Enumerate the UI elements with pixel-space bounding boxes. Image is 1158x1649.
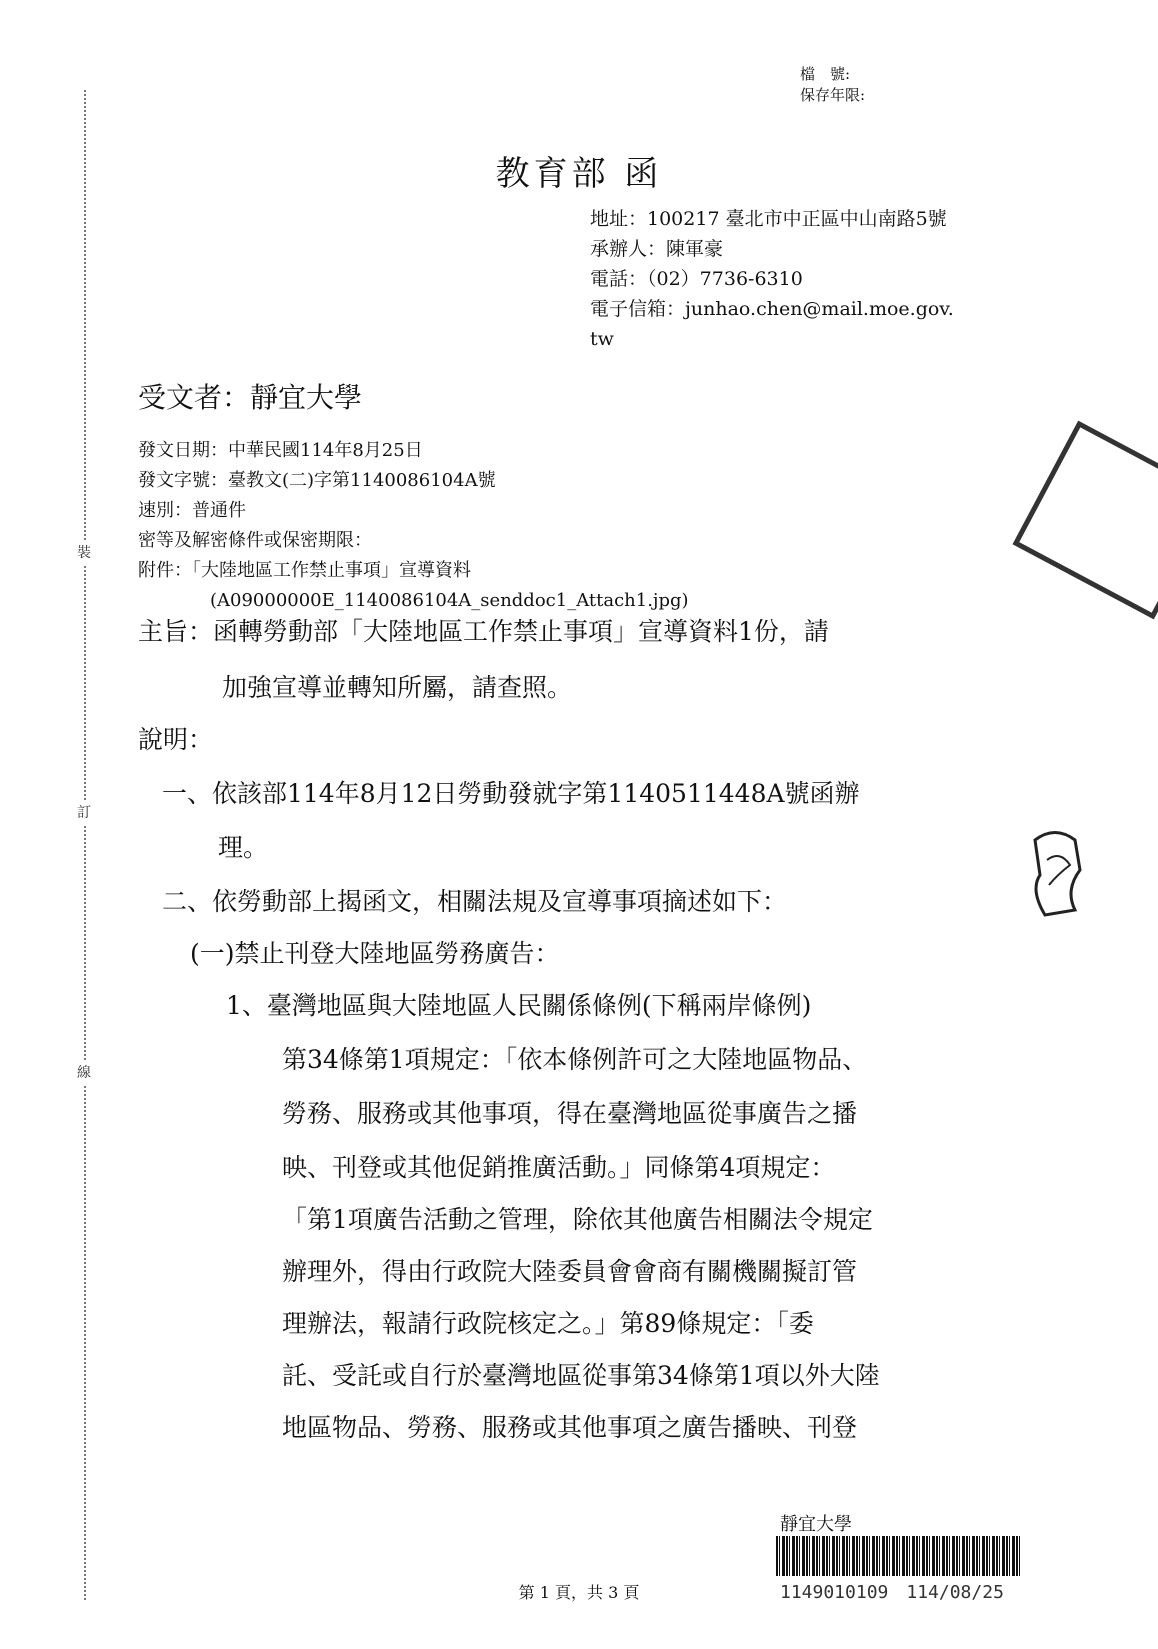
paragraph-1-line-1: 1、臺灣地區與大陸地區人民關係條例(下稱兩岸條例) [226, 991, 812, 1020]
paragraph-1-line-7: 理辦法，報請行政院核定之。」第89條規定：「委 [282, 1309, 814, 1338]
item-one-line-2: 理。 [218, 833, 269, 862]
address: 地址：100217 臺北市中正區中山南路5號 [590, 208, 947, 230]
contact-block [590, 204, 1010, 354]
barcode-image [776, 1536, 1021, 1576]
paragraph-1-line-8: 託、受託或自行於臺灣地區從事第34條第1項以外大陸 [282, 1361, 880, 1390]
officer: 承辦人：陳軍豪 [590, 238, 724, 260]
item-two: 二、依勞動部上揭函文，相關法規及宣導事項摘述如下： [162, 887, 788, 916]
retention-label: 保存年限: [800, 86, 866, 104]
attachment: 附件：「大陸地區工作禁止事項」宣導資料 [138, 560, 471, 581]
receipt-stamp [1013, 421, 1158, 620]
secrecy: 密等及解密條件或保密期限： [138, 530, 372, 551]
email-line-1: 電子信箱：junhao.chen@mail.moe.gov. [590, 298, 954, 320]
gutter-label-stitch: 訂 [77, 800, 91, 824]
email-line-2: tw [590, 328, 614, 350]
page-footer: 第 1 頁，共 3 頁 [518, 1583, 640, 1602]
archive-info [800, 64, 865, 106]
paragraph-1-line-4: 映、刊登或其他促銷推廣活動。」同條第4項規定： [282, 1153, 836, 1182]
subject-line-1: 主旨：函轉勞動部「大陸地區工作禁止事項」宣導資料1份，請 [138, 617, 829, 646]
gutter-label-line: 線 [77, 1060, 91, 1084]
item-two-sub-1: (一)禁止刊登大陸地區勞務廣告： [190, 939, 560, 968]
binding-margin-line [84, 90, 86, 1600]
gutter-label-bind: 裝 [77, 540, 91, 564]
attachment-file: (A09000000E_1140086104A_senddoc1_Attach1.jpg) [210, 590, 689, 611]
paragraph-1-line-3: 勞務、服務或其他事項，得在臺灣地區從事廣告之播 [282, 1099, 858, 1128]
paragraph-1-line-2: 第34條第1項規定：「依本條例許可之大陸地區物品、 [282, 1045, 868, 1074]
document-meta [138, 436, 689, 616]
receiver: 受文者：靜宜大學 [138, 381, 363, 414]
file-number-label: 檔 號: [800, 65, 851, 83]
explanation-heading: 說明： [138, 725, 214, 754]
barcode-organization: 靜宜大學 [780, 1514, 852, 1535]
issue-date: 發文日期：中華民國114年8月25日 [138, 440, 423, 461]
paragraph-1-line-9: 地區物品、勞務、服務或其他事項之廣告播映、刊登 [282, 1413, 858, 1442]
barcode-number: 1149010109 114/08/25 [780, 1582, 1004, 1603]
paragraph-1-line-6: 辦理外，得由行政院大陸委員會會商有關機關擬訂管 [282, 1257, 858, 1286]
paragraph-1-line-5: 「第1項廣告活動之管理，除依其他廣告相關法令規定 [282, 1205, 873, 1234]
speed: 速別：普通件 [138, 500, 246, 521]
phone: 電話：（02）7736-6310 [590, 268, 803, 290]
seal-mark [1025, 820, 1085, 920]
subject-line-2: 加強宣導並轉知所屬，請查照。 [222, 673, 573, 702]
document-title: 教育部 函 [495, 154, 663, 194]
item-one-line-1: 一、依該部114年8月12日勞動發就字第1140511448A號函辦 [162, 779, 860, 808]
issue-number: 發文字號：臺教文(二)字第1140086104A號 [138, 470, 496, 491]
